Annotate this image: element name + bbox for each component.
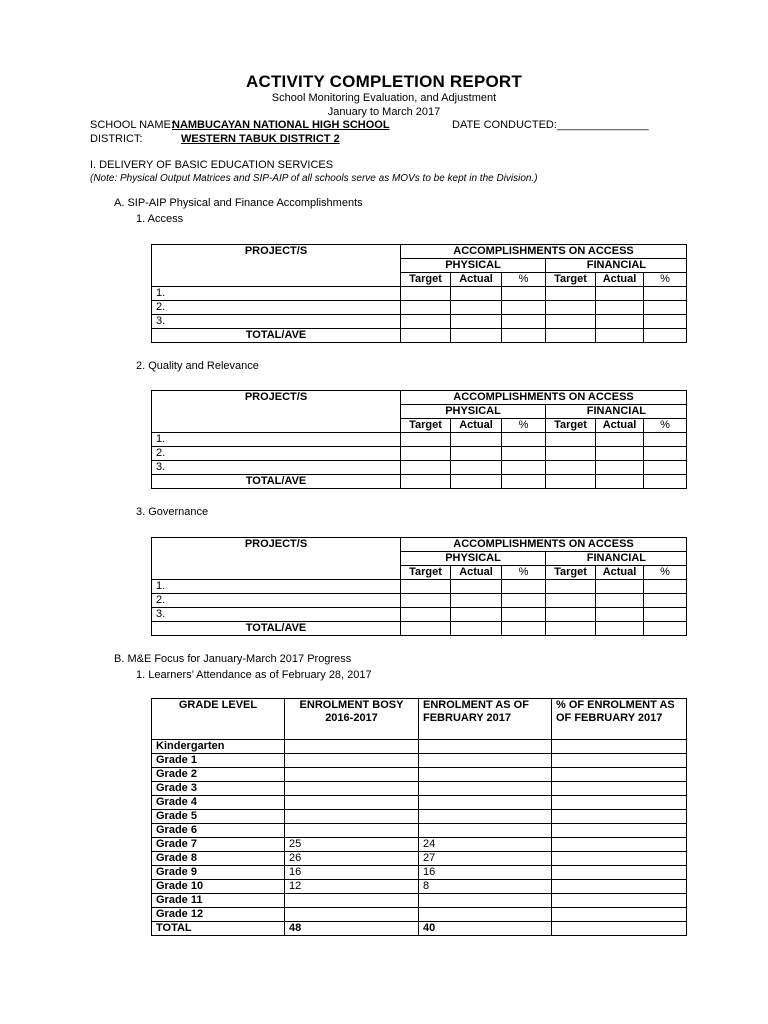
- financial-header: FINANCIAL: [546, 552, 687, 566]
- cell-pct: [552, 740, 687, 754]
- cell-bosy: [285, 908, 419, 922]
- row-label: 2.: [152, 301, 401, 315]
- cell-feb: [419, 810, 552, 824]
- table-row: [152, 287, 687, 301]
- cell-pct: [552, 852, 687, 866]
- actual-header: Actual: [596, 419, 644, 433]
- date-conducted-label: DATE CONDUCTED:_______________: [452, 119, 649, 131]
- cell-grade: Grade 9: [152, 866, 285, 880]
- cell-grade: Grade 1: [152, 754, 285, 768]
- table-row: [152, 433, 687, 447]
- physical-header: PHYSICAL: [401, 552, 546, 566]
- target-header: Target: [401, 566, 451, 580]
- actual-header: Actual: [596, 273, 644, 287]
- total-row: [152, 329, 687, 343]
- accomplishments-header: ACCOMPLISHMENTS ON ACCESS: [401, 391, 687, 405]
- cell-bosy: [285, 810, 419, 824]
- physical-header: PHYSICAL: [401, 405, 546, 419]
- actual-header: Actual: [451, 566, 502, 580]
- row-label: 3.: [152, 461, 401, 475]
- total-row: [152, 622, 687, 636]
- cell-pct: [552, 908, 687, 922]
- grade-level-header: GRADE LEVEL: [152, 699, 285, 740]
- report-title: ACTIVITY COMPLETION REPORT: [246, 72, 522, 91]
- table-row: [152, 594, 687, 608]
- table-row: [152, 608, 687, 622]
- enrolment-feb-header: ENROLMENT AS OF FEBRUARY 2017: [419, 699, 552, 740]
- cell-grade: TOTAL: [152, 922, 285, 936]
- accomplishments-header: ACCOMPLISHMENTS ON ACCESS: [401, 245, 687, 259]
- target-header: Target: [401, 273, 451, 287]
- target-header: Target: [401, 419, 451, 433]
- table-row: [152, 894, 687, 908]
- physical-header: PHYSICAL: [401, 259, 546, 273]
- table-row: [152, 782, 687, 796]
- accomplishments-header: ACCOMPLISHMENTS ON ACCESS: [401, 538, 687, 552]
- report-period: January to March 2017: [327, 106, 441, 118]
- item-governance: 3. Governance: [136, 506, 209, 518]
- cell-feb: [419, 754, 552, 768]
- cell-feb: [419, 824, 552, 838]
- subsection-a-heading: A. SIP-AIP Physical and Finance Accomplishments: [114, 197, 363, 209]
- school-name-label: SCHOOL NAME:: [90, 119, 174, 131]
- cell-feb: [419, 768, 552, 782]
- financial-header: FINANCIAL: [546, 405, 687, 419]
- district-label: DISTRICT:: [90, 133, 143, 145]
- district-value: WESTERN TABUK DISTRICT 2: [181, 133, 340, 145]
- enrolment-table: [151, 698, 687, 936]
- financial-header: FINANCIAL: [546, 259, 687, 273]
- enrolment-bosy-header: ENROLMENT BOSY 2016-2017: [285, 699, 419, 740]
- cell-feb: 24: [419, 838, 552, 852]
- percent-header: %: [644, 419, 687, 433]
- cell-feb: [419, 908, 552, 922]
- cell-pct: [552, 922, 687, 936]
- cell-pct: [552, 810, 687, 824]
- cell-grade: Grade 10: [152, 880, 285, 894]
- cell-grade: Grade 5: [152, 810, 285, 824]
- item-quality-relevance: 2. Quality and Relevance: [136, 360, 259, 372]
- project-header: PROJECT/S: [152, 391, 401, 433]
- total-row: [152, 922, 687, 936]
- cell-bosy: 48: [285, 922, 419, 936]
- table-row: [152, 908, 687, 922]
- total-label: TOTAL/AVE: [152, 329, 401, 343]
- cell-feb: [419, 796, 552, 810]
- quality-table: [151, 390, 687, 489]
- cell-pct: [552, 880, 687, 894]
- table-row: [152, 461, 687, 475]
- table-row: [152, 740, 687, 754]
- row-label: 2.: [152, 594, 401, 608]
- percent-header: %: [644, 566, 687, 580]
- cell-bosy: [285, 796, 419, 810]
- cell-feb: 27: [419, 852, 552, 866]
- cell-bosy: [285, 768, 419, 782]
- cell-feb: 40: [419, 922, 552, 936]
- cell-grade: Grade 12: [152, 908, 285, 922]
- cell-bosy: 26: [285, 852, 419, 866]
- table-row: [152, 754, 687, 768]
- target-header: Target: [546, 566, 596, 580]
- cell-bosy: [285, 824, 419, 838]
- cell-pct: [552, 782, 687, 796]
- percent-header: %: [644, 273, 687, 287]
- actual-header: Actual: [596, 566, 644, 580]
- cell-grade: Grade 6: [152, 824, 285, 838]
- cell-pct: [552, 866, 687, 880]
- row-label: 1.: [152, 433, 401, 447]
- cell-bosy: [285, 782, 419, 796]
- table-row: [152, 768, 687, 782]
- cell-pct: [552, 754, 687, 768]
- row-label: 3.: [152, 608, 401, 622]
- table-row: [152, 824, 687, 838]
- cell-bosy: [285, 740, 419, 754]
- cell-grade: Grade 3: [152, 782, 285, 796]
- section-note: (Note: Physical Output Matrices and SIP-AIP of all schools serve as MOVs to be kept in the Division.): [90, 173, 538, 184]
- row-label: 3.: [152, 315, 401, 329]
- governance-table: [151, 537, 687, 636]
- table-row: [152, 796, 687, 810]
- cell-bosy: 12: [285, 880, 419, 894]
- access-table: [151, 244, 687, 343]
- percent-header: %: [502, 566, 546, 580]
- subsection-b-heading: B. M&E Focus for January-March 2017 Progress: [114, 653, 352, 665]
- cell-pct: [552, 894, 687, 908]
- project-header: PROJECT/S: [152, 245, 401, 287]
- total-label: TOTAL/AVE: [152, 622, 401, 636]
- table-row: [152, 838, 687, 852]
- cell-grade: Kindergarten: [152, 740, 285, 754]
- target-header: Target: [546, 419, 596, 433]
- cell-grade: Grade 2: [152, 768, 285, 782]
- cell-grade: Grade 8: [152, 852, 285, 866]
- cell-pct: [552, 824, 687, 838]
- cell-feb: 8: [419, 880, 552, 894]
- total-label: TOTAL/AVE: [152, 475, 401, 489]
- table-row: [152, 852, 687, 866]
- cell-pct: [552, 838, 687, 852]
- percent-header: %: [502, 273, 546, 287]
- item-access: 1. Access: [136, 213, 184, 225]
- table-row: [152, 447, 687, 461]
- cell-feb: [419, 894, 552, 908]
- cell-bosy: [285, 754, 419, 768]
- school-name-value: NAMBUCAYAN NATIONAL HIGH SCHOOL: [172, 119, 390, 131]
- cell-bosy: 25: [285, 838, 419, 852]
- target-header: Target: [546, 273, 596, 287]
- row-label: 1.: [152, 287, 401, 301]
- section-heading: I. DELIVERY OF BASIC EDUCATION SERVICES: [90, 159, 334, 171]
- row-label: 2.: [152, 447, 401, 461]
- cell-feb: [419, 740, 552, 754]
- cell-grade: Grade 7: [152, 838, 285, 852]
- cell-pct: [552, 796, 687, 810]
- actual-header: Actual: [451, 273, 502, 287]
- table-row: [152, 580, 687, 594]
- actual-header: Actual: [451, 419, 502, 433]
- project-header: PROJECT/S: [152, 538, 401, 580]
- table-row: [152, 315, 687, 329]
- table-row: [152, 880, 687, 894]
- percent-header: %: [502, 419, 546, 433]
- table-row: [152, 810, 687, 824]
- cell-bosy: [285, 894, 419, 908]
- report-subtitle: School Monitoring Evaluation, and Adjustment: [271, 92, 497, 104]
- cell-grade: Grade 4: [152, 796, 285, 810]
- cell-feb: [419, 782, 552, 796]
- enrolment-pct-header: % OF ENROLMENT AS OF FEBRUARY 2017: [552, 699, 687, 740]
- table-row: [152, 866, 687, 880]
- cell-feb: 16: [419, 866, 552, 880]
- cell-bosy: 16: [285, 866, 419, 880]
- cell-pct: [552, 768, 687, 782]
- total-row: [152, 475, 687, 489]
- cell-grade: Grade 11: [152, 894, 285, 908]
- row-label: 1.: [152, 580, 401, 594]
- attendance-heading: 1. Learners’ Attendance as of February 28, 2017: [136, 669, 372, 681]
- table-row: [152, 301, 687, 315]
